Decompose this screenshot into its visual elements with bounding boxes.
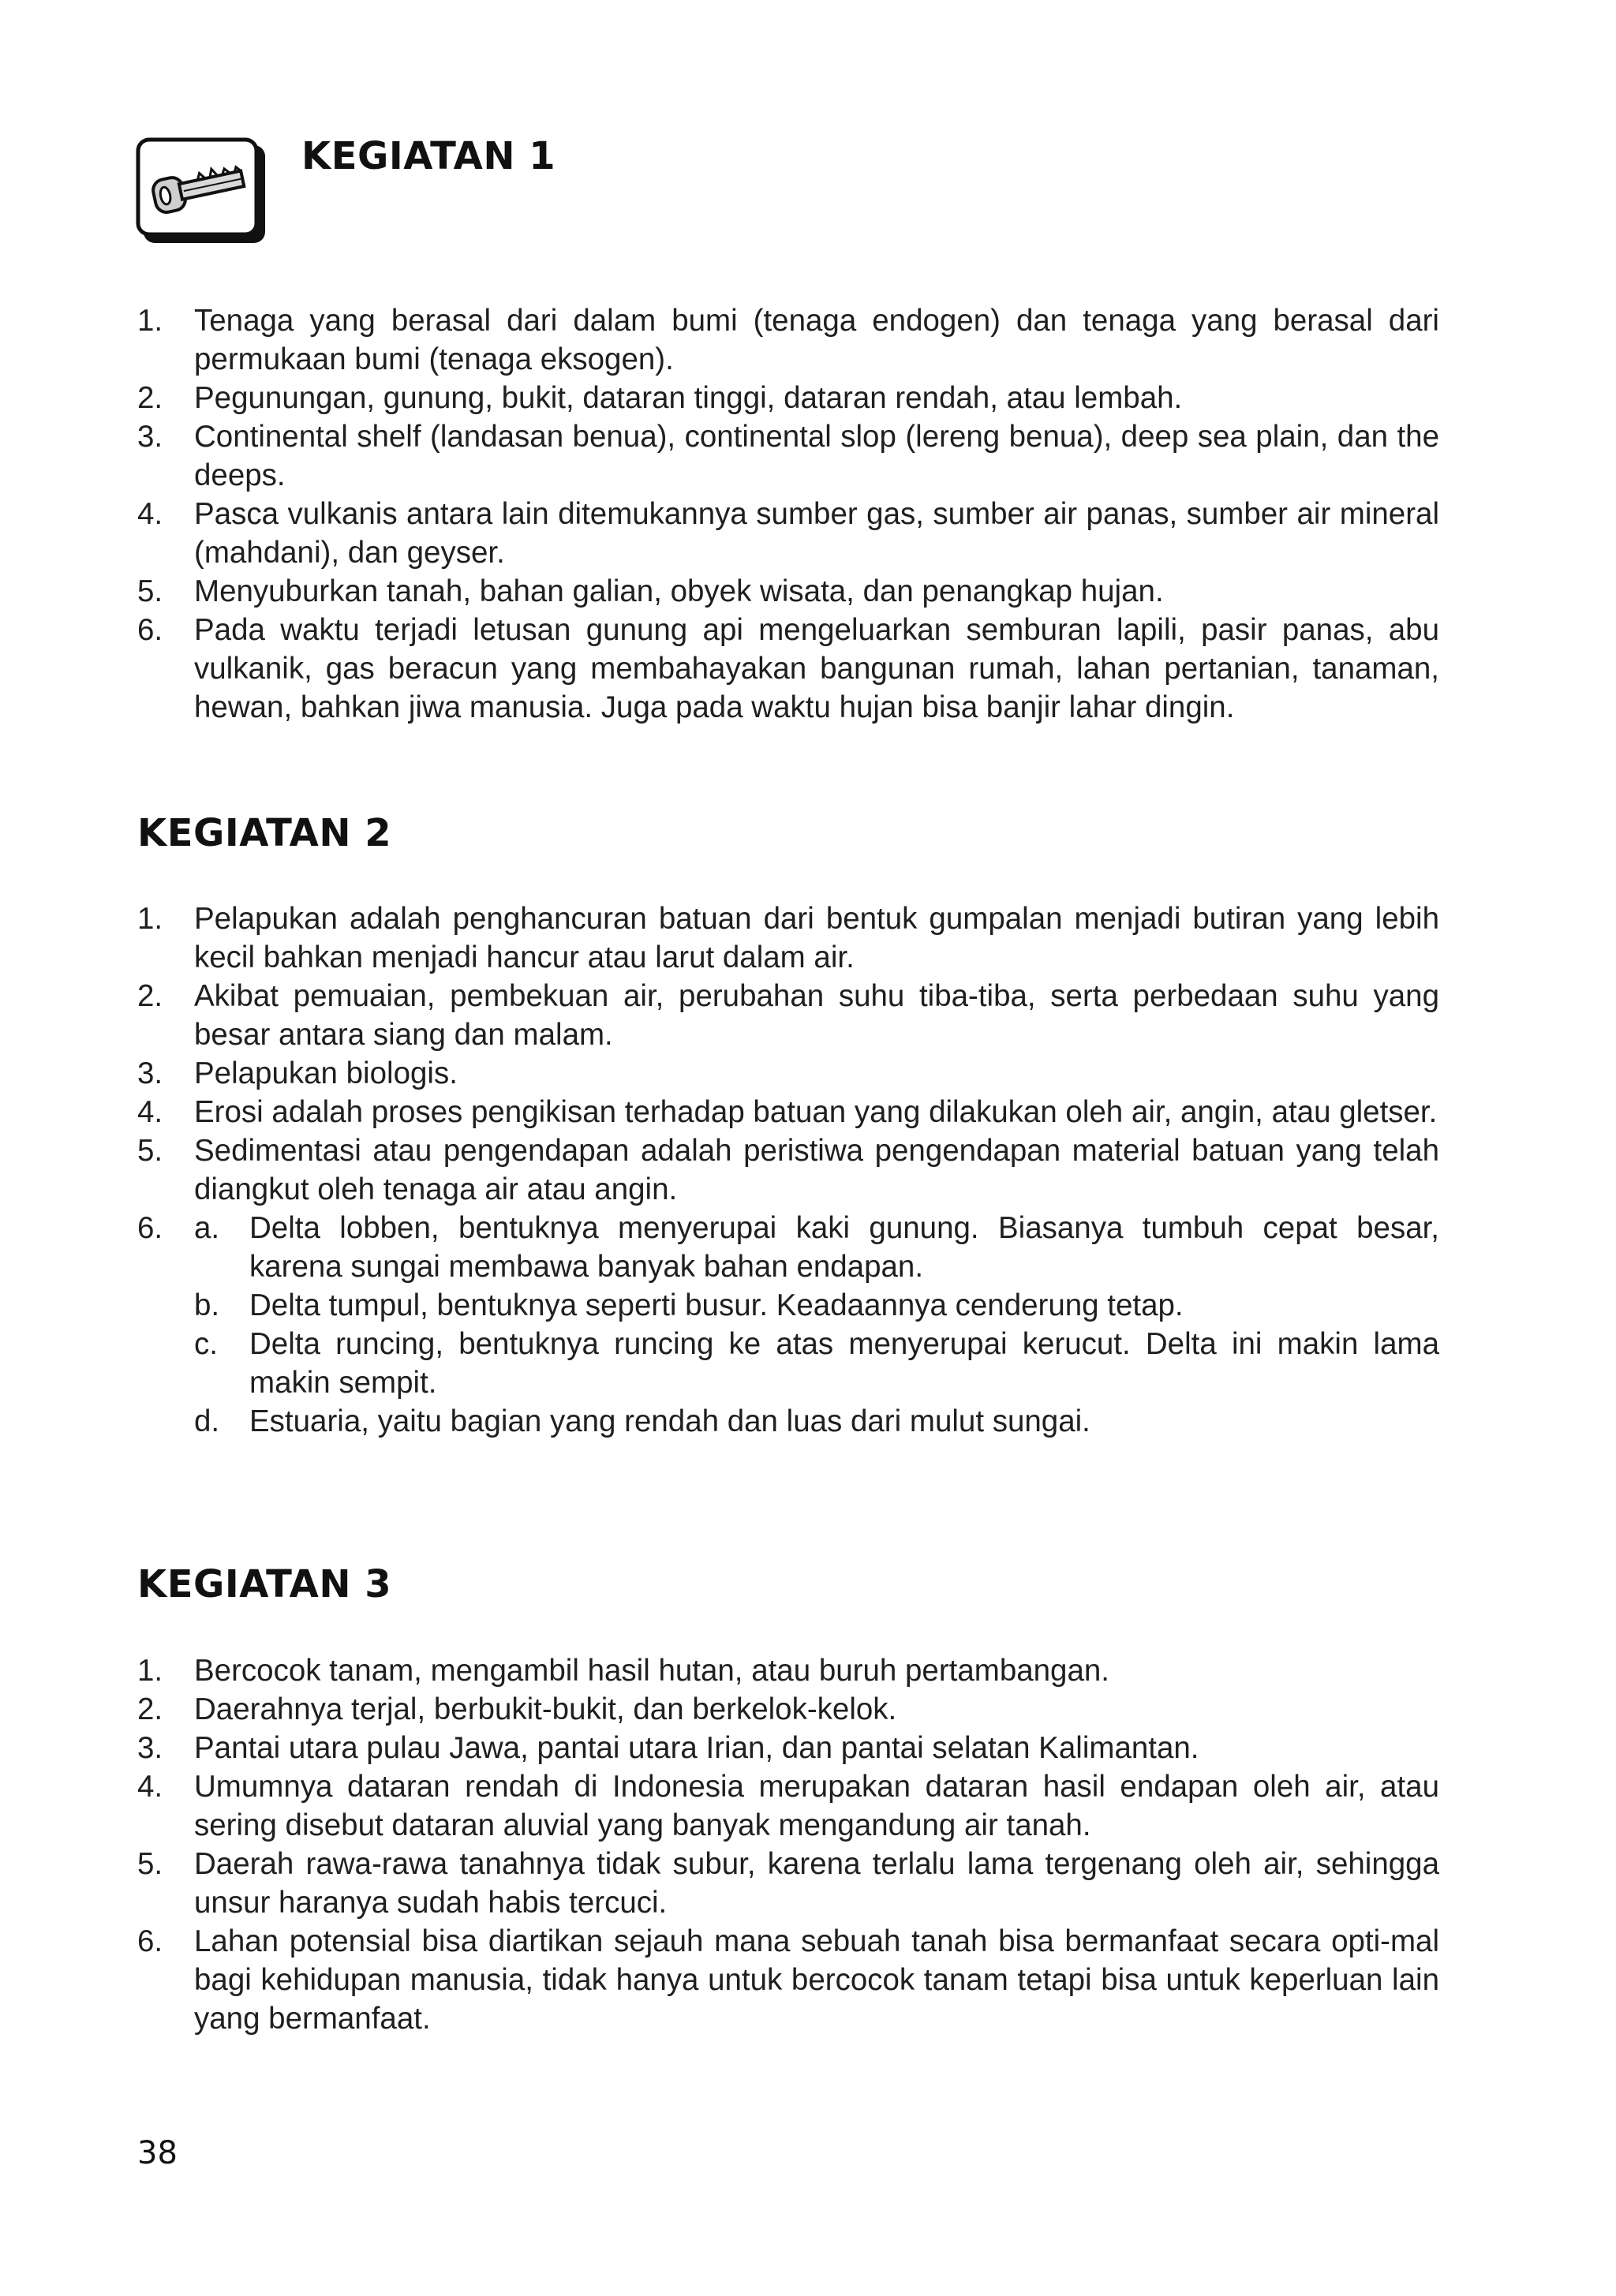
answer-list-kegiatan-1 bbox=[137, 301, 1439, 727]
list-item: 1. Tenaga yang berasal dari dalam bumi (tenaga endogen) dan tenaga yang berasal dari permukaan bumi (tenaga eksogen). bbox=[137, 304, 1439, 376]
list-item: 4. Pasca vulkanis antara lain ditemukannya sumber gas, sumber air panas, sumber air mineral (mahdani), dan geyser. bbox=[137, 497, 1439, 570]
section-heading-kegiatan-2: KEGIATAN 2 bbox=[137, 811, 392, 855]
sub-list-item: d. Estuaria, yaitu bagian yang rendah dan luas dari mulut sungai. bbox=[194, 1404, 1090, 1438]
answer-list-kegiatan-3 bbox=[137, 1651, 1439, 2038]
list-item: 2. Akibat pemuaian, pembekuan air, perubahan suhu tiba-tiba, serta perbedaan suhu yang besar antara siang dan malam. bbox=[137, 979, 1439, 1052]
list-item: 5. Menyuburkan tanah, bahan galian, obyek wisata, dan penangkap hujan. bbox=[137, 574, 1164, 608]
sub-list bbox=[194, 1209, 1439, 1441]
list-item: 5. Daerah rawa-rawa tanahnya tidak subur, karena terlalu lama tergenang oleh air, sehingga unsur haranya sudah habis tercuci. bbox=[137, 1847, 1439, 1920]
list-item: 3. Continental shelf (landasan benua), continental slop (lereng benua), deep sea plain, dan the deeps. bbox=[137, 420, 1439, 492]
sub-list-item: b. Delta tumpul, bentuknya seperti busur. Keadaannya cenderung tetap. bbox=[194, 1288, 1184, 1322]
list-item: 2. Daerahnya terjal, berbukit-bukit, dan berkelok-kelok. bbox=[137, 1692, 897, 1726]
section-heading-kegiatan-3: KEGIATAN 3 bbox=[137, 1562, 392, 1606]
key-icon bbox=[136, 137, 268, 246]
section-heading-kegiatan-1: KEGIATAN 1 bbox=[301, 134, 556, 178]
list-item: 6. a. Delta lobben, bentuknya menyerupai kaki gunung. Biasanya tumbuh cepat besar, karena sungai membawa banyak bahan endapan. b. Delta tumpul, bentuknya seperti busur. Keadaannya cenderung tetap. c. Delta runcing, bentuknya runcing ke atas menyerupai kerucut. Delta ini makin lama makin sempit. d. Estuaria, yaitu bagian yang rendah dan luas dari mulut sungai. bbox=[137, 1209, 1439, 1441]
list-item: 4. Umumnya dataran rendah di Indonesia merupakan dataran hasil endapan oleh air, atau sering disebut dataran aluvial yang banyak mengandung air tanah. bbox=[137, 1770, 1439, 1842]
list-item: 6. Lahan potensial bisa diartikan sejauh mana sebuah tanah bisa bermanfaat secara opti-mal bagi kehidupan manusia, tidak hanya untuk bercocok tanam tetapi bisa untuk keperluan lain yang bermanfaat. bbox=[137, 1924, 1439, 2036]
list-item: 4. Erosi adalah proses pengikisan terhadap batuan yang dilakukan oleh air, angin, atau gletser. bbox=[137, 1095, 1438, 1129]
sub-list-item: c. Delta runcing, bentuknya runcing ke atas menyerupai kerucut. Delta ini makin lama makin sempit. bbox=[194, 1327, 1439, 1400]
list-item: 3. Pantai utara pulau Jawa, pantai utara Irian, dan pantai selatan Kalimantan. bbox=[137, 1731, 1199, 1765]
list-item: 1. Bercocok tanam, mengambil hasil hutan, atau buruh pertambangan. bbox=[137, 1654, 1109, 1688]
list-item: 3. Pelapukan biologis. bbox=[137, 1056, 458, 1090]
sub-list-item: a. Delta lobben, bentuknya menyerupai kaki gunung. Biasanya tumbuh cepat besar, karena sungai membawa banyak bahan endapan. bbox=[194, 1211, 1439, 1284]
list-item: 6. Pada waktu terjadi letusan gunung api mengeluarkan semburan lapili, pasir panas, abu vulkanik, gas beracun yang membahayakan bangunan rumah, lahan pertanian, tanaman, hewan, bahkan jiwa manusia. Juga pada waktu hujan bisa banjir lahar dingin. bbox=[137, 613, 1439, 724]
list-item: 1. Pelapukan adalah penghancuran batuan dari bentuk gumpalan menjadi butiran yang lebih kecil bahkan menjadi hancur atau larut dalam air. bbox=[137, 902, 1439, 974]
list-item: 5. Sedimentasi atau pengendapan adalah peristiwa pengendapan material batuan yang telah diangkut oleh tenaga air atau angin. bbox=[137, 1134, 1439, 1206]
answer-list-kegiatan-2 bbox=[137, 899, 1439, 1441]
list-item: 2. Pegunungan, gunung, bukit, dataran tinggi, dataran rendah, atau lembah. bbox=[137, 381, 1183, 415]
page-number: 38 bbox=[137, 2135, 178, 2171]
